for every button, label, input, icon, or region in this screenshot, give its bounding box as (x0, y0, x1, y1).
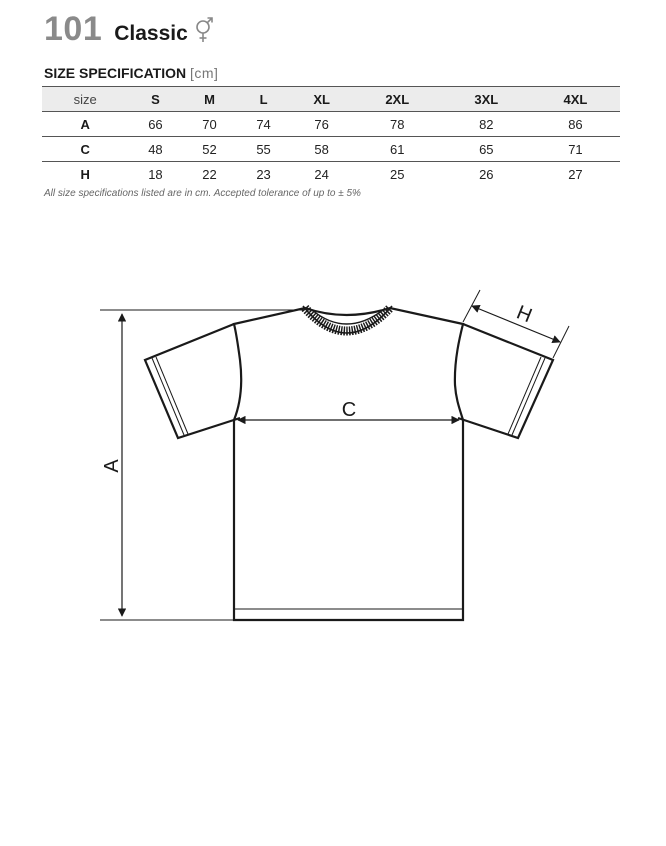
table-cell: 61 (390, 141, 405, 157)
tolerance-note: All size specifications listed are in cm. Accepted tolerance of up to ± 5% (44, 188, 361, 199)
size-column-header: XL (313, 91, 330, 107)
table-cell: 66 (148, 116, 163, 132)
table-cell: 48 (148, 141, 163, 157)
dimension-h-arrow (472, 306, 560, 342)
row-label: H (80, 166, 90, 182)
table-cell: 86 (568, 116, 583, 132)
left-sleeve-outline (145, 324, 240, 438)
table-cell: 18 (148, 166, 163, 182)
table-cell: 23 (256, 166, 271, 182)
table-cell: 52 (202, 141, 217, 157)
size-corner-label: size (73, 91, 97, 107)
size-column-header: L (259, 91, 268, 107)
dimension-h-extension (553, 326, 569, 358)
table-cell: 65 (479, 141, 494, 157)
table-cell: 76 (314, 116, 329, 132)
product-model: Classic (114, 22, 188, 45)
tshirt-body-outline (234, 308, 463, 620)
table-cell: 71 (568, 141, 583, 157)
row-label: A (80, 116, 90, 132)
size-column-header: 2XL (385, 91, 410, 107)
size-column-header: 3XL (474, 91, 499, 107)
size-column-header: S (151, 91, 160, 107)
product-code: 101 (44, 10, 103, 48)
row-label: C (80, 141, 90, 157)
table-cell: 55 (256, 141, 271, 157)
size-spec-title-text: SIZE SPECIFICATION (44, 65, 187, 81)
table-cell: 27 (568, 166, 583, 182)
right-sleeve-hem (512, 358, 545, 435)
table-cell: 78 (390, 116, 405, 132)
dimension-c-label: C (341, 399, 357, 421)
right-sleeve-outline (458, 324, 553, 438)
table-cell: 82 (479, 116, 494, 132)
dimension-h-extension (463, 290, 480, 322)
size-spec-unit: [cm] (189, 65, 219, 81)
table-cell: 25 (390, 166, 405, 182)
left-sleeve-hem (152, 358, 184, 435)
table-cell: 24 (314, 166, 329, 182)
table-cell: 70 (202, 116, 217, 132)
size-column-header: 4XL (563, 91, 588, 107)
table-cell: 26 (479, 166, 494, 182)
table-cell: 74 (256, 116, 271, 132)
dimension-a-label: A (101, 459, 123, 473)
table-cell: 22 (202, 166, 217, 182)
size-column-header: M (204, 91, 215, 107)
table-cell: 58 (314, 141, 329, 157)
dimension-h-label: H (513, 301, 536, 328)
